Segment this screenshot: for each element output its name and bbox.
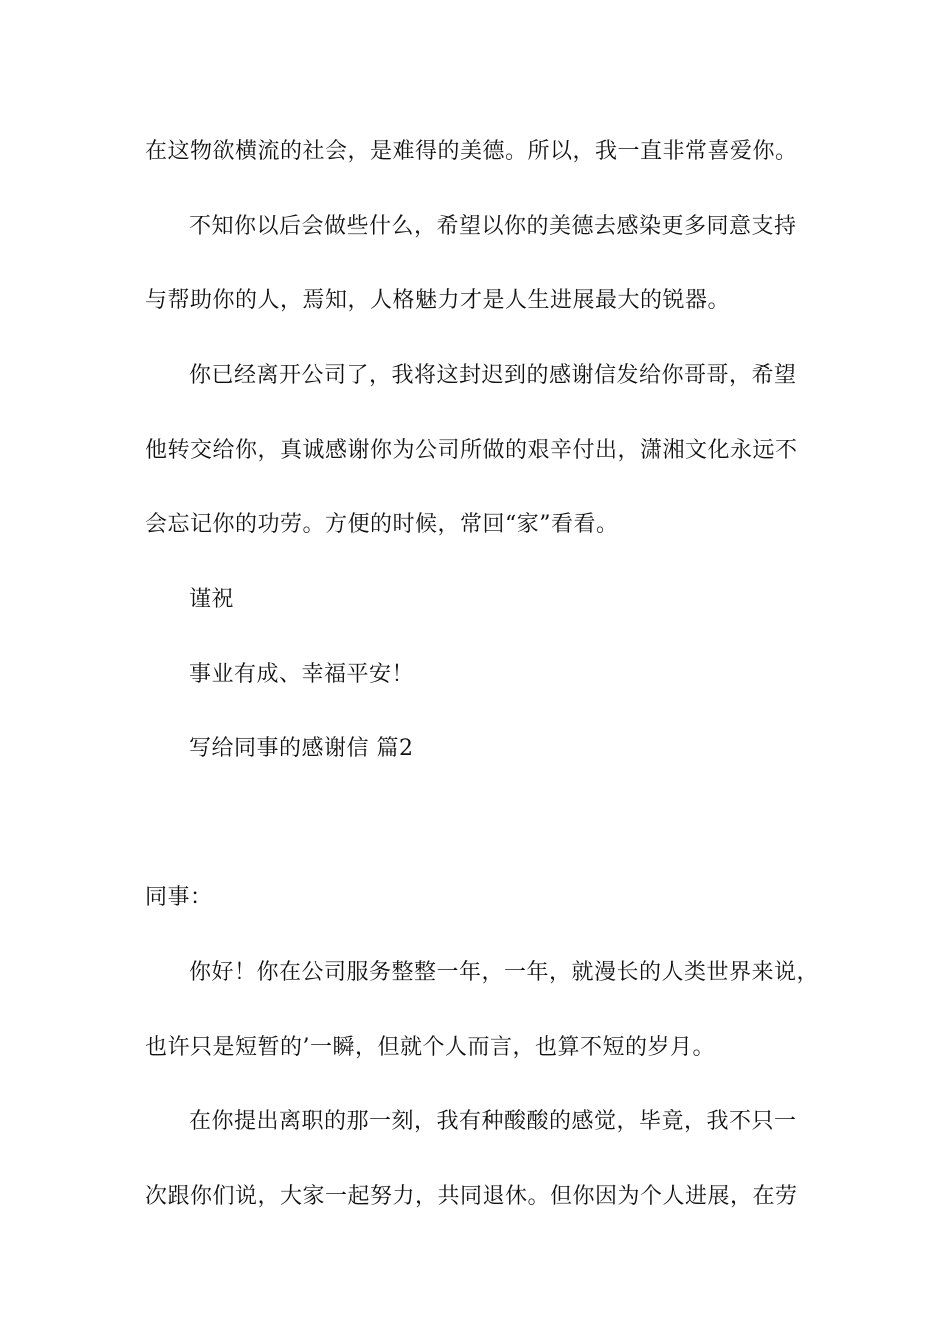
body-line: 他转交给你，真诚感谢你为公司所做的艰辛付出，潇湘文化永远不	[145, 438, 798, 463]
body-line: 会忘记你的功劳。方便的时候，常回“家”看看。	[145, 512, 619, 537]
body-line: 不知你以后会做些什么，希望以你的美德去感染更多同意支持	[189, 214, 797, 239]
closing-wish: 事业有成、幸福平安！	[189, 662, 415, 687]
body-line: 你已经离开公司了，我将这封迟到的感谢信发给你哥哥，希望	[189, 363, 797, 388]
greeting: 同事：	[145, 885, 213, 910]
body-line: 也许只是短暂的’一瞬，但就个人而言，也算不短的岁月。	[145, 1035, 715, 1060]
section-title: 写给同事的感谢信 篇2	[189, 736, 414, 761]
body-line: 在这物欲横流的社会，是难得的美德。所以，我一直非常喜爱你。	[145, 139, 798, 164]
body-line: 与帮助你的人，焉知，人格魅力才是人生进展最大的锐器。	[145, 288, 731, 313]
closing-salutation: 谨祝	[189, 587, 235, 612]
body-line: 你好！你在公司服务整整一年，一年，就漫长的人类世界来说，	[189, 960, 820, 985]
body-line: 次跟你们说，大家一起努力，共同退休。但你因为个人进展，在劳	[145, 1184, 798, 1209]
body-line: 在你提出离职的那一刻，我有种酸酸的感觉，毕竟，我不只一	[189, 1109, 797, 1134]
